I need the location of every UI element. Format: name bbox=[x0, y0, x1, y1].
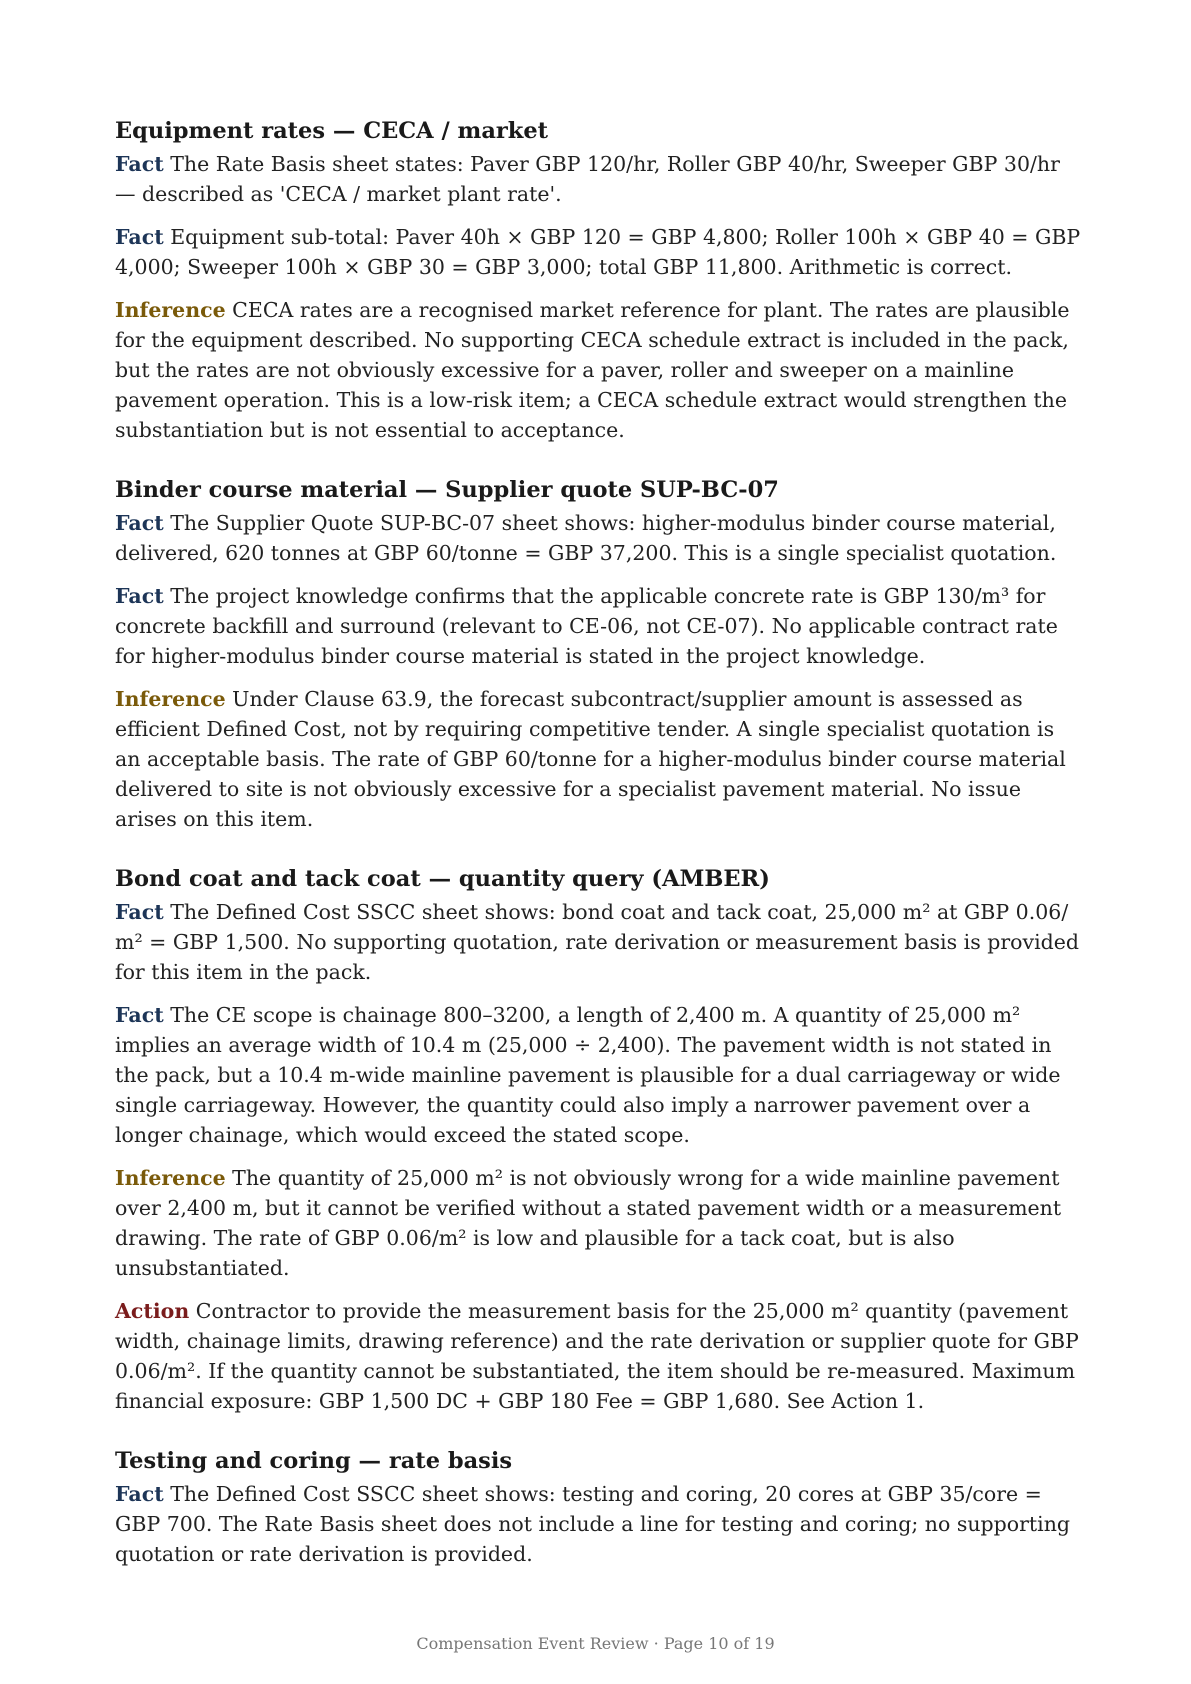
paragraph bbox=[115, 581, 1085, 671]
inference-tag: Inference bbox=[115, 1166, 226, 1190]
paragraph bbox=[115, 222, 1085, 282]
section-heading: Testing and coring — rate basis bbox=[115, 1448, 513, 1474]
paragraph-text: Under Clause 63.9, the forecast subcontract/supplier amount is assessed as efficient Defined Cost, not by requiring competitive tender. A single specialist quotation is an acceptable basis. The rate of GBP 60/tonne for a higher-modulus binder course material delivered to site is not obviously excessive for a specialist pavement material. No issue arises on this item. bbox=[115, 687, 1066, 831]
paragraph bbox=[115, 508, 1085, 568]
section-equipment-rates bbox=[115, 113, 1085, 445]
paragraph-text: Equipment sub-total: Paver 40h × GBP 120 = GBP 4,800; Roller 100h × GBP 40 = GBP 4,000; Sweeper 100h × GBP 30 = GBP 3,000; total GBP 11,800. Arithmetic is correct. bbox=[115, 225, 1081, 279]
paragraph-text: CECA rates are a recognised market reference for plant. The rates are plausible for the equipment described. No supporting CECA schedule extract is included in the pack, but the rates are not obviously excessive for a paver, roller and sweeper on a mainline pavement operation. This is a low-risk item; a CECA schedule extract would strengthen the substantiation but is not essential to acceptance. bbox=[115, 298, 1070, 442]
action-tag: Action bbox=[115, 1299, 190, 1323]
paragraph bbox=[115, 295, 1085, 445]
section-heading: Bond coat and tack coat — quantity query (AMBER) bbox=[115, 866, 770, 892]
section-binder-course bbox=[115, 472, 1085, 834]
fact-tag: Fact bbox=[115, 584, 164, 608]
paragraph-text: The Defined Cost SSCC sheet shows: testing and coring, 20 cores at GBP 35/core = GBP 700. The Rate Basis sheet does not include a line for testing and coring; no supporting quotation or rate derivation is provided. bbox=[115, 1482, 1071, 1566]
inference-tag: Inference bbox=[115, 298, 226, 322]
paragraph bbox=[115, 1479, 1085, 1569]
paragraph-text: The project knowledge confirms that the applicable concrete rate is GBP 130/m³ for concrete backfill and surround (relevant to CE-06, not CE-07). No applicable contract rate for higher-modulus binder course material is stated in the project knowledge. bbox=[115, 584, 1058, 668]
paragraph-text: The Rate Basis sheet states: Paver GBP 120/hr, Roller GBP 40/hr, Sweeper GBP 30/hr — described as 'CECA / market plant rate'. bbox=[115, 152, 1060, 206]
paragraph-text: The Supplier Quote SUP-BC-07 sheet shows: higher-modulus binder course material, delivered, 620 tonnes at GBP 60/tonne = GBP 37,200. This is a single specialist quotation. bbox=[115, 511, 1057, 565]
fact-tag: Fact bbox=[115, 900, 164, 924]
paragraph-text: The quantity of 25,000 m² is not obviously wrong for a wide mainline pavement over 2,400 m, but it cannot be verified without a stated pavement width or a measurement drawing. The rate of GBP 0.06/m² is low and plausible for a tack coat, but is also unsubstantiated. bbox=[115, 1166, 1062, 1280]
fact-tag: Fact bbox=[115, 152, 164, 176]
section-testing-coring bbox=[115, 1443, 1085, 1569]
section-heading: Equipment rates — CECA / market bbox=[115, 118, 549, 144]
document-body bbox=[115, 113, 1085, 1596]
fact-tag: Fact bbox=[115, 511, 164, 535]
page-footer: Compensation Event Review · Page 10 of 19 bbox=[416, 1634, 775, 1653]
paragraph bbox=[115, 684, 1085, 834]
section-heading: Binder course material — Supplier quote SUP-BC-07 bbox=[115, 477, 779, 503]
paragraph bbox=[115, 149, 1085, 209]
fact-tag: Fact bbox=[115, 1482, 164, 1506]
fact-tag: Fact bbox=[115, 225, 164, 249]
paragraph bbox=[115, 897, 1085, 987]
paragraph-text: The CE scope is chainage 800–3200, a length of 2,400 m. A quantity of 25,000 m² implies an average width of 10.4 m (25,000 ÷ 2,400). The pavement width is not stated in the pack, but a 10.4 m-wide mainline pavement is plausible for a dual carriageway or wide single carriageway. However, the quantity could also imply a narrower pavement over a longer chainage, which would exceed the stated scope. bbox=[115, 1003, 1061, 1147]
paragraph bbox=[115, 1163, 1085, 1283]
paragraph-text: Contractor to provide the measurement basis for the 25,000 m² quantity (pavement width, chainage limits, drawing reference) and the rate derivation or supplier quote for GBP 0.06/m². If the quantity cannot be substantiated, the item should be re-measured. Maximum financial exposure: GBP 1,500 DC + GBP 180 Fee = GBP 1,680. See Action 1. bbox=[115, 1299, 1079, 1413]
inference-tag: Inference bbox=[115, 687, 226, 711]
paragraph bbox=[115, 1000, 1085, 1150]
paragraph bbox=[115, 1296, 1085, 1416]
fact-tag: Fact bbox=[115, 1003, 164, 1027]
section-bond-coat bbox=[115, 861, 1085, 1416]
paragraph-text: The Defined Cost SSCC sheet shows: bond coat and tack coat, 25,000 m² at GBP 0.06/ m² = GBP 1,500. No supporting quotation, rate derivation or measurement basis is provided for this item in the pack. bbox=[115, 900, 1080, 984]
